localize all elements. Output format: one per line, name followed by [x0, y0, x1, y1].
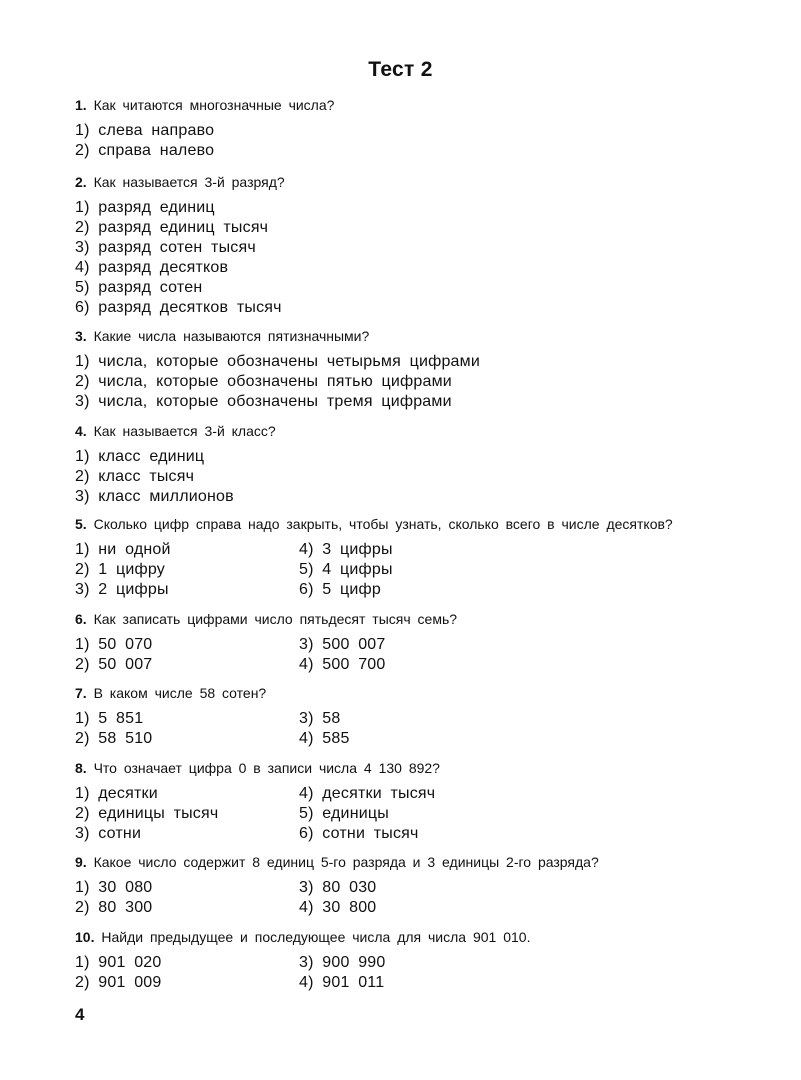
answer-option: 1) 901 020 — [75, 954, 162, 971]
question-number: 4. — [75, 423, 87, 439]
question-7 — [75, 684, 765, 747]
question-text: Сколько цифр справа надо закрыть, чтобы узнать, сколько всего в числе десятков? — [93, 516, 673, 532]
answer-option: 1) разряд единиц — [75, 199, 215, 216]
question-6 — [75, 610, 765, 673]
answer-option: 4) разряд десятков — [75, 259, 229, 276]
question-8 — [75, 759, 765, 842]
page-number: 4 — [75, 1005, 85, 1024]
question-number: 8. — [75, 760, 87, 776]
answer-option: 2) 58 510 — [75, 730, 153, 747]
answer-option: 2) 1 цифру — [75, 561, 165, 578]
answer-option: 2) 50 007 — [75, 656, 153, 673]
question-1 — [75, 96, 765, 159]
answer-option: 3) разряд сотен тысяч — [75, 239, 256, 256]
question-number: 10. — [75, 929, 95, 945]
answer-option: 3) 900 990 — [299, 954, 386, 971]
question-number: 7. — [75, 685, 87, 701]
answer-option: 4) 901 011 — [299, 974, 385, 991]
answer-option: 4) 30 800 — [299, 899, 377, 916]
page-title: Тест 2 — [368, 58, 433, 81]
answer-option: 3) числа, которые обозначены тремя цифрами — [75, 393, 452, 410]
question-2 — [75, 173, 765, 316]
answer-option: 3) 2 цифры — [75, 581, 169, 598]
answer-option: 4) десятки тысяч — [299, 785, 436, 802]
answer-option: 3) 500 007 — [299, 636, 386, 653]
question-number: 6. — [75, 611, 87, 627]
question-number: 3. — [75, 328, 87, 344]
answer-option: 2) числа, которые обозначены пятью цифрами — [75, 373, 452, 390]
answer-option: 2) единицы тысяч — [75, 805, 219, 822]
answer-option: 4) 500 700 — [299, 656, 386, 673]
question-5 — [75, 515, 765, 598]
answer-option: 4) 3 цифры — [299, 541, 393, 558]
question-number: 1. — [75, 97, 87, 113]
answer-option: 2) класс тысяч — [75, 468, 195, 485]
question-number: 9. — [75, 854, 87, 870]
question-text: Как читаются многозначные числа? — [93, 97, 335, 113]
answer-option: 1) ни одной — [75, 541, 171, 558]
question-10 — [75, 928, 765, 991]
answer-option: 1) 50 070 — [75, 636, 153, 653]
question-text: Какое число содержит 8 единиц 5-го разряда и 3 единицы 2-го разряда? — [93, 854, 599, 870]
answer-option: 2) разряд единиц тысяч — [75, 219, 269, 236]
question-3 — [75, 327, 765, 410]
answer-option: 1) десятки — [75, 785, 158, 802]
question-text: Какие числа называются пятизначными? — [93, 328, 370, 344]
question-text: Как записать цифрами число пятьдесят тысяч семь? — [93, 611, 458, 627]
answer-option: 5) разряд сотен — [75, 279, 203, 296]
question-text: Как называется 3-й разряд? — [93, 174, 285, 190]
answer-option: 5) единицы — [299, 805, 389, 822]
answer-option: 6) сотни тысяч — [299, 825, 419, 842]
answer-option: 2) 80 300 — [75, 899, 153, 916]
question-text: Что означает цифра 0 в записи числа 4 130 892? — [93, 760, 440, 776]
answer-option: 5) 4 цифры — [299, 561, 393, 578]
question-4 — [75, 422, 765, 505]
question-text: В каком числе 58 сотен? — [93, 685, 267, 701]
answer-option: 3) 58 — [299, 710, 341, 727]
answer-option: 3) сотни — [75, 825, 142, 842]
question-text: Как называется 3-й класс? — [93, 423, 276, 439]
question-text: Найди предыдущее и последующее числа для числа 901 010. — [101, 929, 531, 945]
answer-option: 3) класс миллионов — [75, 488, 234, 505]
question-number: 2. — [75, 174, 87, 190]
answer-option: 1) класс единиц — [75, 448, 205, 465]
answer-option: 2) 901 009 — [75, 974, 162, 991]
answer-option: 2) справа налево — [75, 142, 215, 159]
answer-option: 1) 5 851 — [75, 710, 144, 727]
answer-option: 4) 585 — [299, 730, 350, 747]
answer-option: 3) 80 030 — [299, 879, 377, 896]
answer-option: 1) слева направо — [75, 122, 215, 139]
answer-option: 1) 30 080 — [75, 879, 153, 896]
question-number: 5. — [75, 516, 87, 532]
answer-option: 6) 5 цифр — [299, 581, 381, 598]
answer-option: 6) разряд десятков тысяч — [75, 299, 282, 316]
answer-option: 1) числа, которые обозначены четырьмя цифрами — [75, 353, 480, 370]
question-9 — [75, 853, 765, 916]
